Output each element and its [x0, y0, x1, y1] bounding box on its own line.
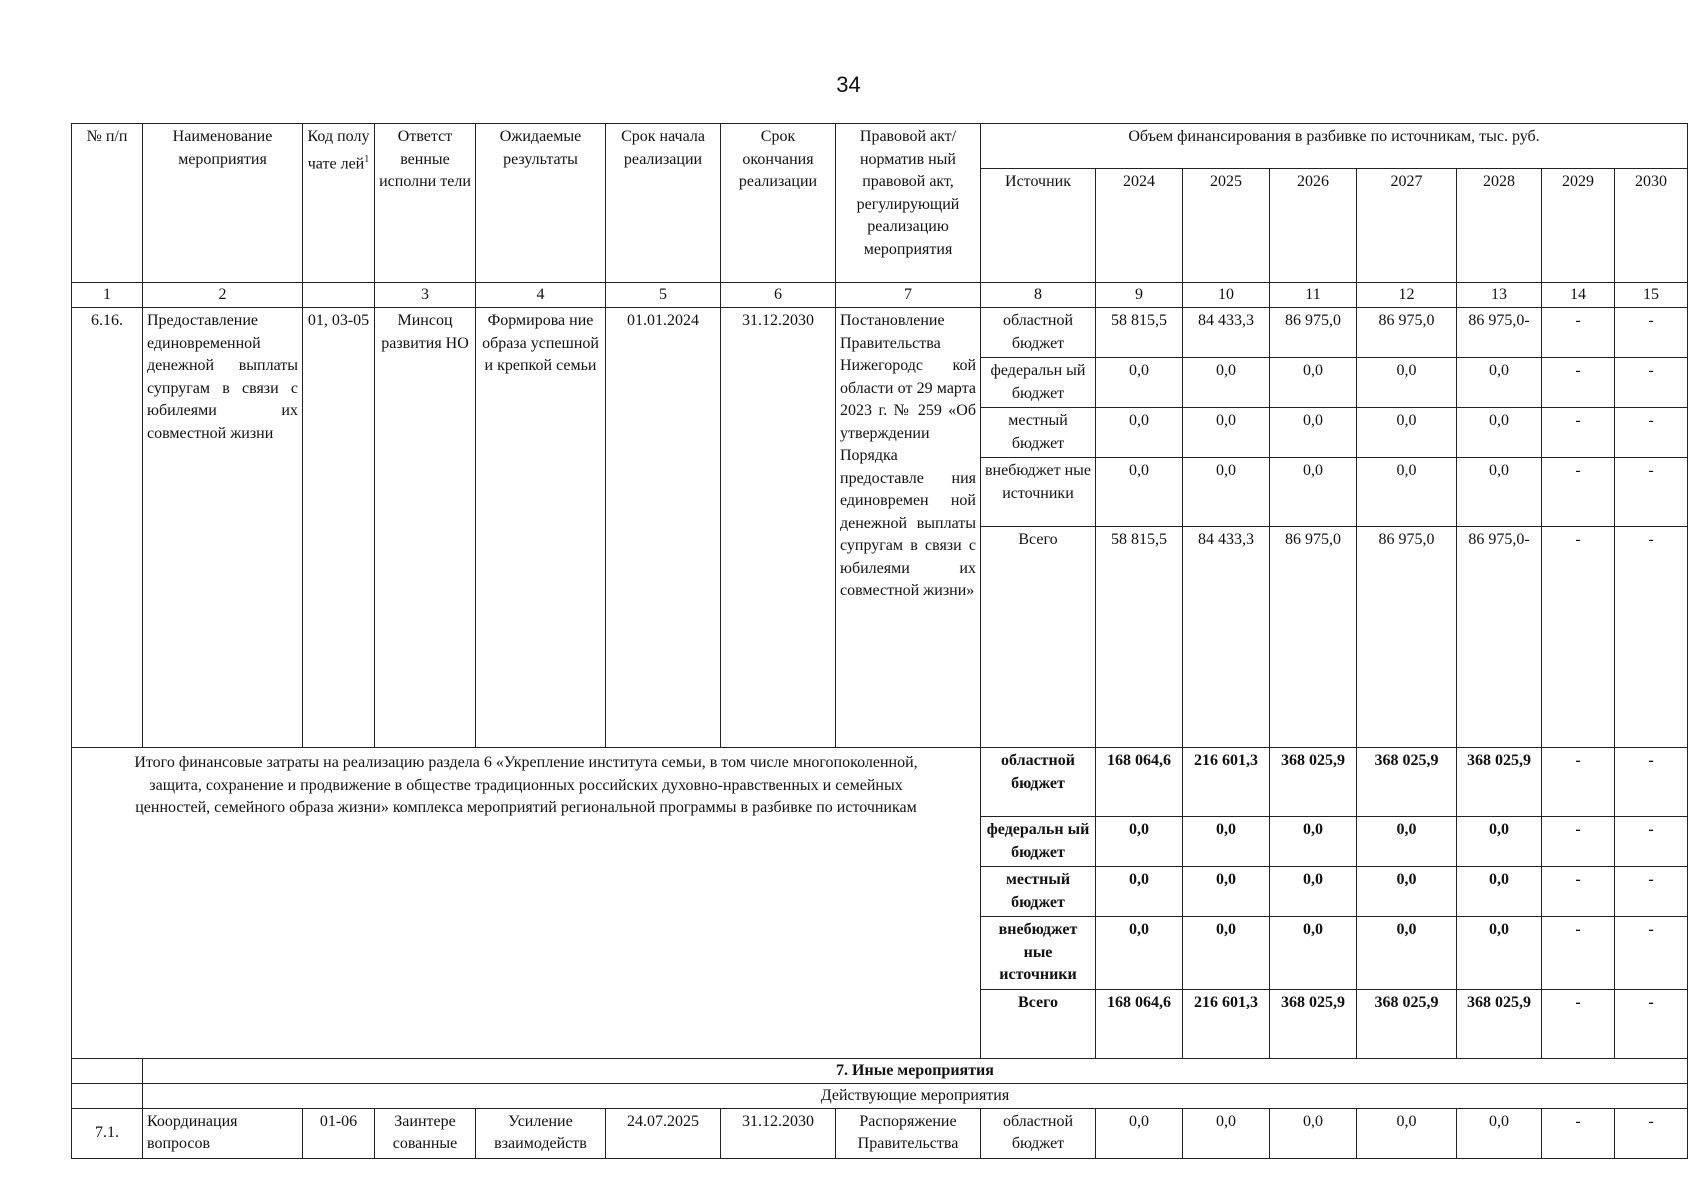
row-616-responsible: Минсоц развития НО	[375, 308, 476, 748]
funding-value: 0,0	[1096, 458, 1183, 527]
header-year: 2025	[1183, 169, 1270, 283]
funding-source: федеральн ый бюджет	[981, 358, 1096, 408]
header-source: Источник	[981, 169, 1096, 283]
funding-value: 168 064,6	[1096, 989, 1183, 1058]
row-616-code: 01, 03-05	[303, 308, 375, 748]
funding-value: -	[1542, 917, 1615, 990]
program-table	[71, 123, 1688, 1159]
funding-value: 0,0	[1457, 358, 1542, 408]
funding-value: -	[1615, 748, 1688, 817]
funding-value: -	[1542, 1108, 1615, 1158]
row-616-results: Формирова ние образа успешной и крепкой семьи	[476, 308, 606, 748]
funding-value: -	[1542, 308, 1615, 358]
funding-value: 0,0	[1096, 408, 1183, 458]
funding-value: 86 975,0	[1357, 308, 1457, 358]
column-number: 11	[1270, 283, 1357, 308]
row-71-start: 24.07.2025	[606, 1108, 721, 1158]
column-number: 10	[1183, 283, 1270, 308]
funding-value: 0,0	[1457, 408, 1542, 458]
funding-value: 216 601,3	[1183, 748, 1270, 817]
funding-value: -	[1615, 1108, 1688, 1158]
section-subheading-row	[72, 1083, 1688, 1108]
row-616-end: 31.12.2030	[721, 308, 836, 748]
funding-value: -	[1542, 817, 1615, 867]
row-71-results: Усиление взаимодейств	[476, 1108, 606, 1158]
funding-value: 0,0	[1183, 817, 1270, 867]
funding-value: -	[1542, 989, 1615, 1058]
column-number: 12	[1357, 283, 1457, 308]
funding-source: федеральн ый бюджет	[981, 817, 1096, 867]
table-row	[72, 748, 1688, 817]
funding-value: 0,0	[1457, 458, 1542, 527]
funding-value: 58 815,5	[1096, 308, 1183, 358]
funding-value: 368 025,9	[1457, 748, 1542, 817]
header-num: № п/п	[72, 124, 143, 283]
funding-value: -	[1542, 458, 1615, 527]
section7-subtitle: Действующие мероприятия	[143, 1083, 1688, 1108]
funding-value: -	[1542, 358, 1615, 408]
header-year: 2029	[1542, 169, 1615, 283]
funding-value: 84 433,3	[1183, 308, 1270, 358]
funding-value: -	[1615, 817, 1688, 867]
funding-value: 0,0	[1183, 1108, 1270, 1158]
funding-value: -	[1615, 867, 1688, 917]
header-year: 2026	[1270, 169, 1357, 283]
row-616-start: 01.01.2024	[606, 308, 721, 748]
funding-source: внебюджет ные источники	[981, 917, 1096, 990]
header-end: Срок окончания реализации	[721, 124, 836, 283]
header-code-footnote: 1	[364, 153, 370, 165]
header-year: 2030	[1615, 169, 1688, 283]
header-legal: Правовой акт/норматив ный правовой акт, регулирующий реализацию мероприятия	[836, 124, 981, 283]
column-number: 5	[606, 283, 721, 308]
header-start: Срок начала реализации	[606, 124, 721, 283]
row-616-name: Предоставление единовременной денежной выплаты супругам в связи с юбилеями их совместной жизни	[143, 308, 303, 748]
funding-value: 58 815,5	[1096, 527, 1183, 748]
column-number: 6	[721, 283, 836, 308]
section7-title: 7. Иные мероприятия	[143, 1058, 1688, 1083]
funding-value: 0,0	[1457, 817, 1542, 867]
column-number: 14	[1542, 283, 1615, 308]
funding-value: 0,0	[1183, 917, 1270, 990]
funding-value: -	[1542, 748, 1615, 817]
funding-value: 86 975,0-	[1457, 527, 1542, 748]
funding-source: областной бюджет	[981, 1108, 1096, 1158]
funding-value: 0,0	[1096, 817, 1183, 867]
column-number: 4	[476, 283, 606, 308]
funding-value: 0,0	[1096, 917, 1183, 990]
row-71-name: Координация вопросов	[143, 1108, 303, 1158]
funding-source: Всего	[981, 989, 1096, 1058]
funding-value: 0,0	[1457, 917, 1542, 990]
funding-source: областной бюджет	[981, 748, 1096, 817]
funding-value: 0,0	[1357, 458, 1457, 527]
funding-value: 0,0	[1357, 358, 1457, 408]
funding-value: -	[1542, 867, 1615, 917]
funding-value: 0,0	[1357, 817, 1457, 867]
header-funding: Объем финансирования в разбивке по источникам, тыс. руб.	[981, 124, 1688, 169]
funding-value: 86 975,0	[1270, 308, 1357, 358]
funding-value: 368 025,9	[1270, 748, 1357, 817]
page-number: 34	[836, 72, 861, 97]
row-616-legal: Постановление Правительства Нижегородс кой области от 29 марта 2023 г. № 259 «Об утверждении Порядка предоставле ния единовремен ной денежной выплаты супругам в связи с юбилеями их совместной жизни»	[836, 308, 981, 748]
funding-value: 368 025,9	[1357, 989, 1457, 1058]
section-spacer	[72, 1083, 143, 1108]
header-code: Код полу чате лей$^1$	[303, 124, 375, 283]
funding-value: 0,0	[1183, 358, 1270, 408]
header-year: 2027	[1357, 169, 1457, 283]
total-section6-label: Итого финансовые затраты на реализацию раздела 6 «Укрепление института семьи, в том числе многопоколенной, защита, сохранение и продвижение в обществе традиционных российских духовно-нравственных и семейных ценностей, семейного образа жизни» комплекса мероприятий региональной программы в разбивке по источникам	[72, 748, 981, 1059]
funding-value: -	[1615, 408, 1688, 458]
header-year: 2024	[1096, 169, 1183, 283]
header-name: Наименование мероприятия	[143, 124, 303, 283]
header-responsible: Ответст венные исполни тели	[375, 124, 476, 283]
row-71-code: 01-06	[303, 1108, 375, 1158]
funding-value: 0,0	[1270, 1108, 1357, 1158]
section-heading-row	[72, 1058, 1688, 1083]
funding-value: 86 975,0-	[1457, 308, 1542, 358]
header-results: Ожидаемые результаты	[476, 124, 606, 283]
column-number: 3	[375, 283, 476, 308]
funding-value: 0,0	[1183, 458, 1270, 527]
funding-value: 368 025,9	[1357, 748, 1457, 817]
table-row	[72, 308, 1688, 358]
funding-source: местный бюджет	[981, 408, 1096, 458]
funding-value: 84 433,3	[1183, 527, 1270, 748]
funding-value: 368 025,9	[1457, 989, 1542, 1058]
table-row	[72, 1108, 1688, 1158]
funding-value: -	[1542, 527, 1615, 748]
funding-value: 0,0	[1270, 408, 1357, 458]
section-spacer	[72, 1058, 143, 1083]
funding-value: 0,0	[1183, 867, 1270, 917]
funding-value: 86 975,0	[1270, 527, 1357, 748]
row-616-num: 6.16.	[72, 308, 143, 748]
funding-value: 168 064,6	[1096, 748, 1183, 817]
funding-value: 0,0	[1357, 1108, 1457, 1158]
funding-value: 0,0	[1270, 458, 1357, 527]
funding-value: 0,0	[1357, 917, 1457, 990]
row-71-end: 31.12.2030	[721, 1108, 836, 1158]
table-header-row	[72, 124, 1688, 169]
column-number: 9	[1096, 283, 1183, 308]
funding-value: 0,0	[1270, 917, 1357, 990]
column-number: 8	[981, 283, 1096, 308]
funding-value: -	[1615, 989, 1688, 1058]
funding-value: 0,0	[1096, 1108, 1183, 1158]
funding-value: -	[1615, 527, 1688, 748]
row-71-legal: Распоряжение Правительства	[836, 1108, 981, 1158]
row-71-responsible: Заинтере сованные	[375, 1108, 476, 1158]
header-year: 2028	[1457, 169, 1542, 283]
column-number: 13	[1457, 283, 1542, 308]
funding-value: 86 975,0	[1357, 527, 1457, 748]
funding-value: 216 601,3	[1183, 989, 1270, 1058]
funding-value: 0,0	[1096, 867, 1183, 917]
column-number: 1	[72, 283, 143, 308]
funding-value: 0,0	[1357, 867, 1457, 917]
funding-value: 368 025,9	[1270, 989, 1357, 1058]
funding-value: 0,0	[1357, 408, 1457, 458]
funding-source: областной бюджет	[981, 308, 1096, 358]
funding-value: -	[1542, 408, 1615, 458]
funding-value: -	[1615, 458, 1688, 527]
funding-value: 0,0	[1457, 1108, 1542, 1158]
funding-value: -	[1615, 308, 1688, 358]
funding-value: 0,0	[1270, 358, 1357, 408]
column-number: 15	[1615, 283, 1688, 308]
funding-value: 0,0	[1183, 408, 1270, 458]
funding-value: 0,0	[1270, 817, 1357, 867]
funding-source: местный бюджет	[981, 867, 1096, 917]
funding-source: Всего	[981, 527, 1096, 748]
column-number-row	[72, 283, 1688, 308]
funding-value: -	[1615, 917, 1688, 990]
funding-value: 0,0	[1270, 867, 1357, 917]
funding-value: 0,0	[1096, 358, 1183, 408]
column-number: 2	[143, 283, 303, 308]
funding-value: 0,0	[1457, 867, 1542, 917]
funding-source: внебюджет ные источники	[981, 458, 1096, 527]
funding-value: -	[1615, 358, 1688, 408]
column-number: 7	[836, 283, 981, 308]
column-number	[303, 283, 375, 308]
row-71-num: 7.1.	[72, 1108, 143, 1158]
